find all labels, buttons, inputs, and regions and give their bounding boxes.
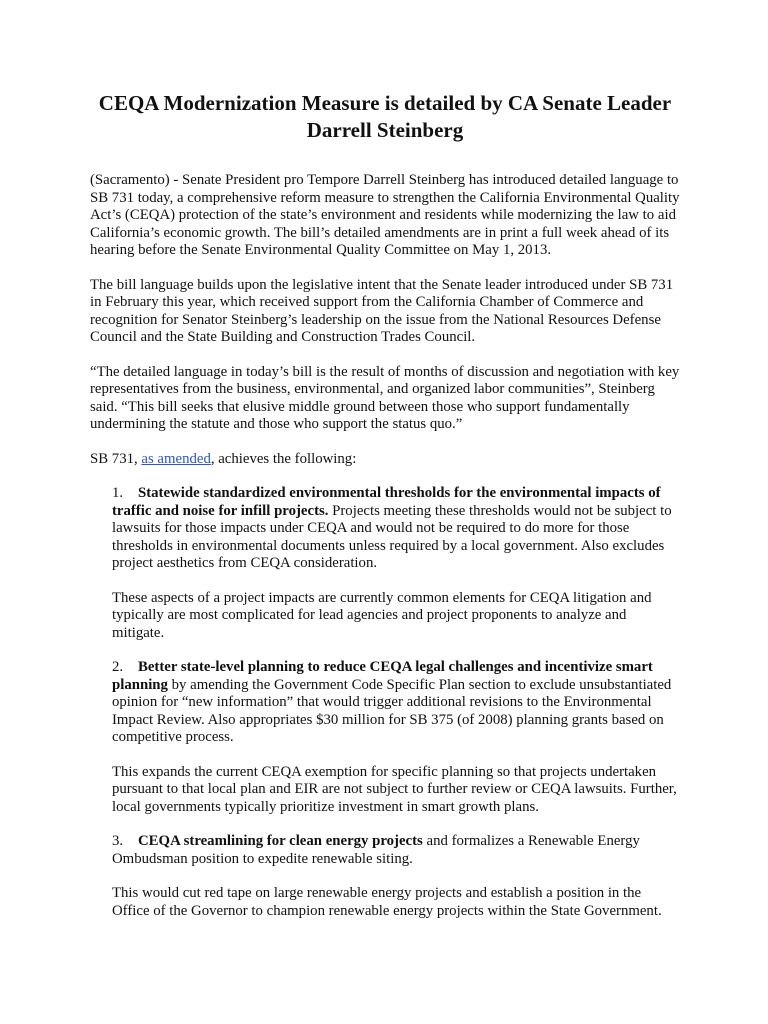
quote-paragraph: “The detailed language in today’s bill is the result of months of discussion and negotiation with key representatives from the business, environmental, and organized labor communities”, Steinberg said. “This bill seeks that elusive middle ground between those who support fundamentally undermining the statute and those who support the status quo.” (90, 363, 680, 432)
list-item-text: by amending the Government Code Specific Plan section to exclude unsubstantiated opinion for “new information” that would trigger additional revisions to the Environmental Impact Review. Also appropriates $30 million for SB 375 (of 2008) planning grants based on competitive process. (112, 676, 672, 745)
title-line-2: Darrell Steinberg (306, 118, 464, 142)
list-item-number: 2. (112, 659, 124, 675)
intro-paragraph: (Sacramento) - Senate President pro Tempore Darrell Steinberg has introduced detailed language to SB 731 today, a comprehensive reform measure to strengthen the California Environmental Quality Act’s (CEQA) protection of the state’s environment and residents while modernizing the law to aid California’s economic growth. The bill’s detailed amendments are in print a full week ahead of its hearing before the Senate Environmental Quality Committee on May 1, 2013. (90, 172, 680, 258)
list-item-text: and formalizes a Renewable Energy Ombudsman position to expedite renewable siting. (112, 833, 640, 867)
document-title (90, 90, 680, 144)
list-item-heading (112, 485, 680, 573)
list-item-number: 3. (112, 833, 124, 849)
list-item-number: 1. (112, 485, 124, 501)
list-item-title: CEQA streamlining for clean energy projects (138, 833, 423, 849)
summary-lead (90, 451, 680, 469)
list-item-3 (112, 833, 680, 920)
list-item-body: This would cut red tape on large renewable energy projects and establish a position in the Office of the Governor to champion renewable energy projects within the State Government. (112, 885, 662, 919)
list-item-body: This expands the current CEQA exemption for specific planning so that projects undertaken pursuant to that local plan and EIR are not subject to further review or CEQA lawsuits. Further, local governments typically prioritize investment in smart growth plans. (112, 763, 677, 815)
list-item-title: Better state-level planning to reduce CEQA legal challenges and incentivize smart planning (112, 659, 653, 693)
list-item-body: These aspects of a project impacts are currently common elements for CEQA litigation and typically are most complicated for lead agencies and project proponents to analyze and mitigate. (112, 589, 652, 641)
lead-suffix: , achieves the following: (210, 450, 357, 467)
background-paragraph: The bill language builds upon the legislative intent that the Senate leader introduced under SB 731 in February this year, which received support from the California Chamber of Commerce and recognition for Senator Steinberg’s leadership on the issue from the National Resources Defense Council and the State Building and Construction Trades Council. (90, 276, 674, 345)
title-line-1: CEQA Modernization Measure is detailed by CA Senate Leader (98, 91, 672, 115)
list-item-title: Statewide standardized environmental thresholds for the environmental impacts of traffic and noise for infill projects. (112, 485, 661, 519)
list-item-1 (112, 485, 680, 642)
list-item-text: Projects meeting these thresholds would not be subject to lawsuits for those impacts under CEQA and would not be required to do more for those thresholds in environmental documents unless required by a local government. Also excludes project aesthetics from CEQA consideration. (112, 502, 672, 571)
list-item-2 (112, 659, 680, 816)
list-item-heading (112, 659, 680, 747)
list-item-heading (112, 833, 680, 868)
lead-prefix: SB 731, (90, 450, 142, 467)
as-amended-link[interactable]: as amended (141, 450, 211, 467)
